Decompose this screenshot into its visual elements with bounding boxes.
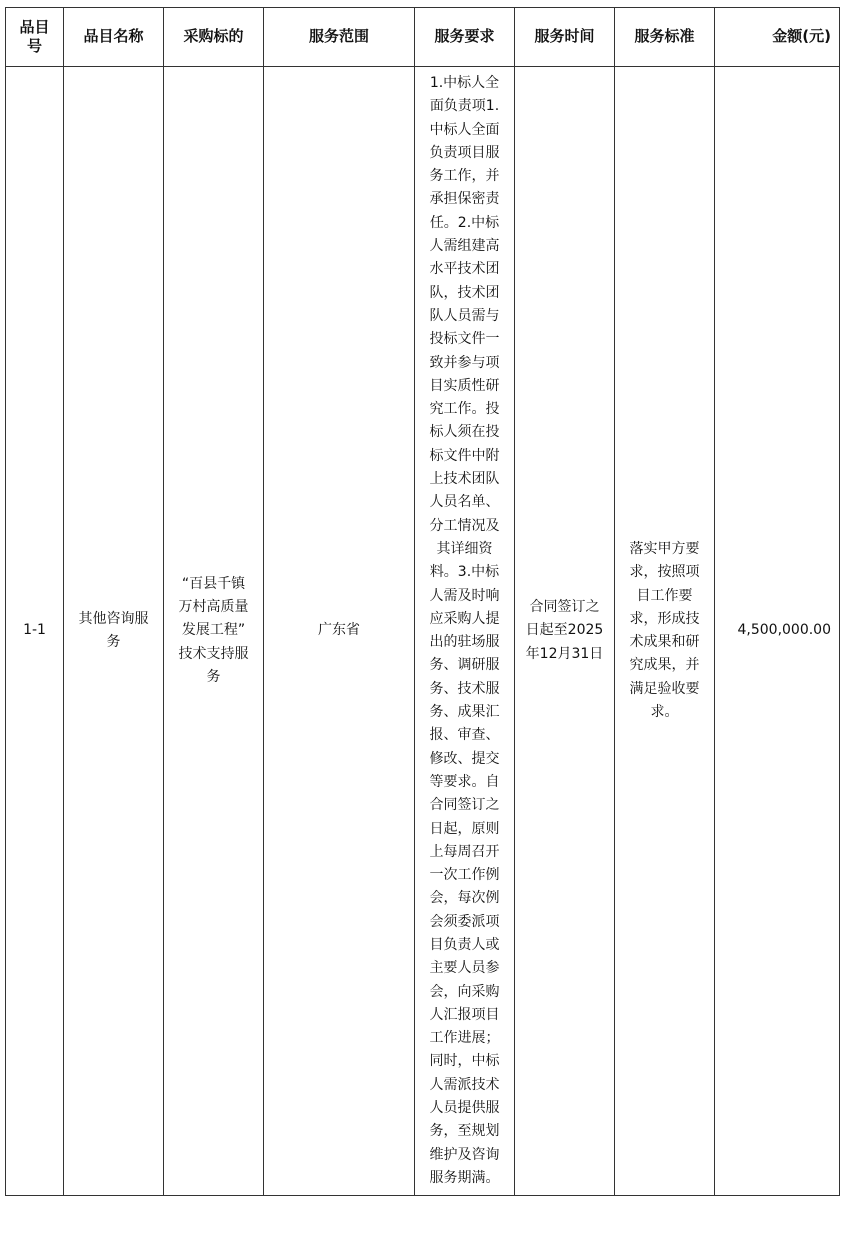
text-line: 队人员需与 bbox=[429, 307, 500, 324]
text-line: 负责项目服 bbox=[429, 144, 500, 161]
text-line: 究工作。投 bbox=[429, 401, 500, 418]
text-line: 究成果，并 bbox=[629, 657, 700, 674]
text-line: 工作进展； bbox=[429, 1030, 500, 1047]
text-line: 等要求。自 bbox=[429, 773, 500, 790]
text-line: 目实质性研 bbox=[429, 377, 500, 394]
requirements bbox=[415, 67, 515, 1196]
text-line: 万村高质量 bbox=[178, 599, 249, 616]
service-time bbox=[515, 67, 615, 1196]
text-line: 务、技术服 bbox=[429, 680, 500, 697]
text-line: 发展工程” bbox=[181, 622, 246, 639]
text-line: 务、调研服 bbox=[429, 657, 500, 674]
header-standard: 服务标准 bbox=[615, 8, 715, 67]
text-line: 同时，中标 bbox=[429, 1053, 500, 1070]
text-line: 标文件中附 bbox=[429, 447, 500, 464]
text-line: 出的驻场服 bbox=[429, 634, 500, 651]
text-line: 其详细资 bbox=[436, 540, 493, 557]
text-line: 会，每次例 bbox=[429, 890, 500, 907]
text-line: 目工作要 bbox=[636, 587, 693, 604]
text-line: 1.中标人全 bbox=[429, 75, 500, 91]
text-line: 标人须在投 bbox=[429, 424, 500, 441]
item-no: 1-1 bbox=[6, 67, 64, 1196]
text-line: 人需及时响 bbox=[429, 587, 500, 604]
header-item-name: 品目名称 bbox=[64, 8, 164, 67]
item-name bbox=[64, 67, 164, 1196]
text-line: 人员名单、 bbox=[429, 494, 500, 511]
text-line: 致并参与项 bbox=[429, 354, 500, 371]
text-line: 合同签订之 bbox=[429, 797, 500, 814]
text-line: 日起至2025 bbox=[525, 622, 604, 639]
text-line: 会须委派项 bbox=[429, 913, 500, 930]
text-line: 料。3.中标 bbox=[429, 564, 500, 581]
text-line: 上技术团队 bbox=[429, 471, 500, 488]
header-time: 服务时间 bbox=[515, 8, 615, 67]
text-line: 人员提供服 bbox=[429, 1100, 500, 1117]
text-line: 日起，原则 bbox=[429, 820, 500, 837]
procurement-table bbox=[5, 7, 840, 1196]
service-standard bbox=[615, 67, 715, 1196]
header-requirements: 服务要求 bbox=[415, 8, 515, 67]
text-line: 报、审查、 bbox=[429, 727, 500, 744]
text-line: 求，按照项 bbox=[629, 564, 700, 581]
text-line: 任。2.中标 bbox=[429, 214, 500, 231]
header-target: 采购标的 bbox=[164, 8, 264, 67]
text-line: 务 bbox=[206, 669, 221, 686]
text-line: “百县千镇 bbox=[181, 575, 246, 592]
header-amount: 金额(元) bbox=[715, 8, 840, 67]
text-line: 年12月31日 bbox=[525, 645, 604, 662]
text-line: 务、成果汇 bbox=[429, 704, 500, 721]
text-line: 务 bbox=[106, 634, 121, 651]
text-line: 务工作，并 bbox=[429, 168, 500, 185]
text-line: 服务期满。 bbox=[429, 1169, 500, 1186]
text-line: 中标人全面 bbox=[429, 121, 500, 138]
amount: 4,500,000.00 bbox=[715, 67, 840, 1196]
text-line: 应采购人提 bbox=[429, 610, 500, 627]
text-line: 队，技术团 bbox=[429, 284, 500, 301]
text-line: 人需派技术 bbox=[429, 1076, 500, 1093]
text-line: 承担保密责 bbox=[429, 191, 500, 208]
text-line: 一次工作例 bbox=[429, 867, 500, 884]
header-row bbox=[6, 8, 840, 67]
text-line: 修改、提交 bbox=[429, 750, 500, 767]
text-line: 分工情况及 bbox=[429, 517, 500, 534]
header-item-no: 品目 号 bbox=[6, 8, 64, 67]
text-line: 上每周召开 bbox=[429, 843, 500, 860]
text-line: 务，至规划 bbox=[429, 1123, 500, 1140]
text-line: 会，向采购 bbox=[429, 983, 500, 1000]
text-line: 人汇报项目 bbox=[429, 1006, 500, 1023]
text-line: 技术支持服 bbox=[178, 645, 249, 662]
text-line: 落实甲方要 bbox=[629, 540, 700, 557]
text-line: 合同签订之 bbox=[529, 599, 600, 616]
text-line: 求。 bbox=[650, 704, 679, 721]
text-line: 主要人员参 bbox=[429, 960, 500, 977]
header-scope: 服务范围 bbox=[264, 8, 415, 67]
table-row bbox=[6, 67, 840, 1196]
text-line: 目负责人或 bbox=[429, 936, 500, 953]
scope: 广东省 bbox=[264, 67, 415, 1196]
text-line: 水平技术团 bbox=[429, 261, 500, 278]
text-line: 术成果和研 bbox=[629, 634, 700, 651]
text-line: 投标文件一 bbox=[429, 331, 500, 348]
text-line: 人需组建高 bbox=[429, 238, 500, 255]
text-line: 面负责项1. bbox=[429, 98, 500, 115]
text-line: 求，形成技 bbox=[629, 610, 700, 627]
text-line: 满足验收要 bbox=[629, 680, 700, 697]
text-line: 维护及咨询 bbox=[429, 1146, 500, 1163]
text-line: 其他咨询服 bbox=[78, 610, 149, 627]
target bbox=[164, 67, 264, 1196]
